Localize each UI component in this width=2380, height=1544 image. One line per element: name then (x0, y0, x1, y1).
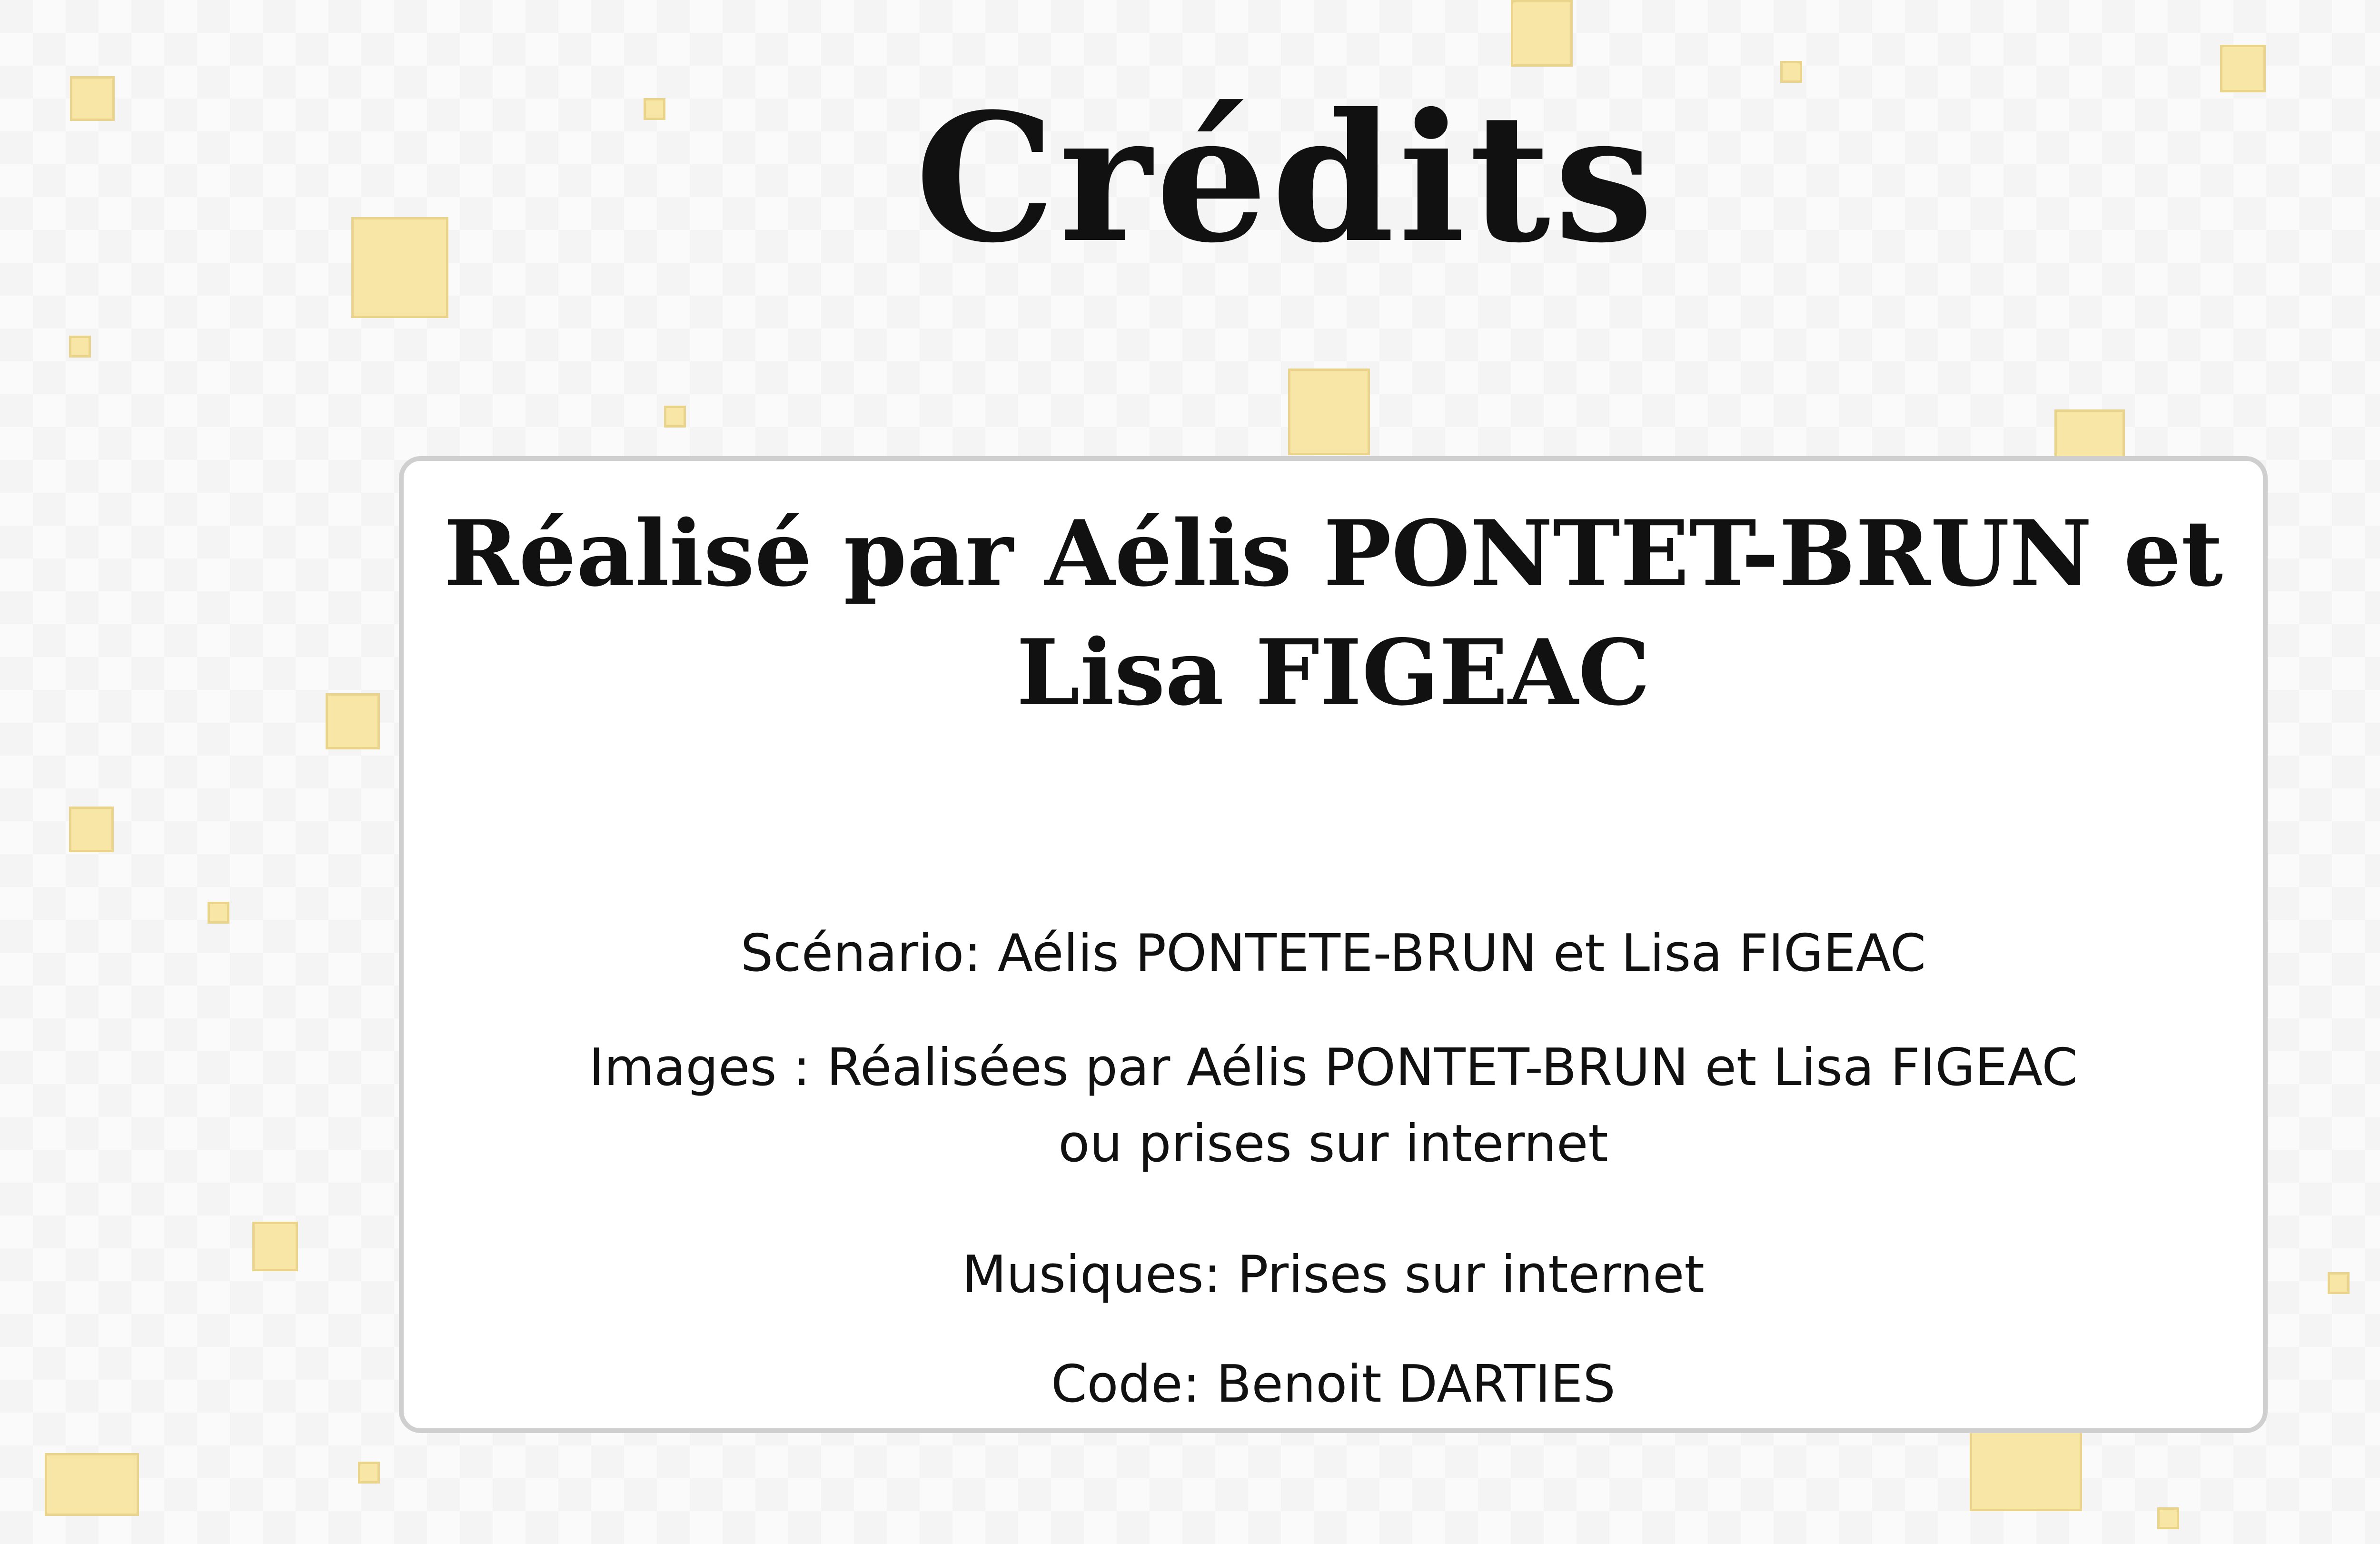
credit-images: Images : Réalisées par Aélis PONTET-BRUN et Lisa FIGEAC ou prises sur internet (589, 1038, 2078, 1174)
confetti-square (2220, 45, 2266, 92)
confetti-square (2328, 1272, 2350, 1294)
confetti-square (1780, 61, 1802, 83)
confetti-square (1288, 369, 1370, 455)
confetti-square (1970, 1427, 2082, 1511)
credit-musiques: Musiques: Prises sur internet (962, 1245, 1705, 1305)
confetti-square (326, 693, 380, 749)
credit-scenario: Scénario: Aélis PONTETE-BRUN et Lisa FIGEAC (740, 924, 1926, 983)
confetti-square (358, 1462, 380, 1484)
credits-panel (399, 456, 2268, 1433)
confetti-square (664, 406, 686, 428)
confetti-square (2157, 1507, 2179, 1529)
confetti-square (252, 1222, 298, 1271)
credit-code: Code: Benoit DARTIES (1051, 1355, 1616, 1414)
authors-heading: Réalisé par Aélis PONTET-BRUN et Lisa FIGEAC (444, 500, 2223, 726)
confetti-square (69, 807, 114, 852)
page-title: Crédits (915, 75, 1657, 282)
confetti-square (45, 1453, 139, 1516)
confetti-square (208, 902, 229, 924)
confetti-square (69, 336, 91, 358)
confetti-square (1511, 0, 1573, 67)
